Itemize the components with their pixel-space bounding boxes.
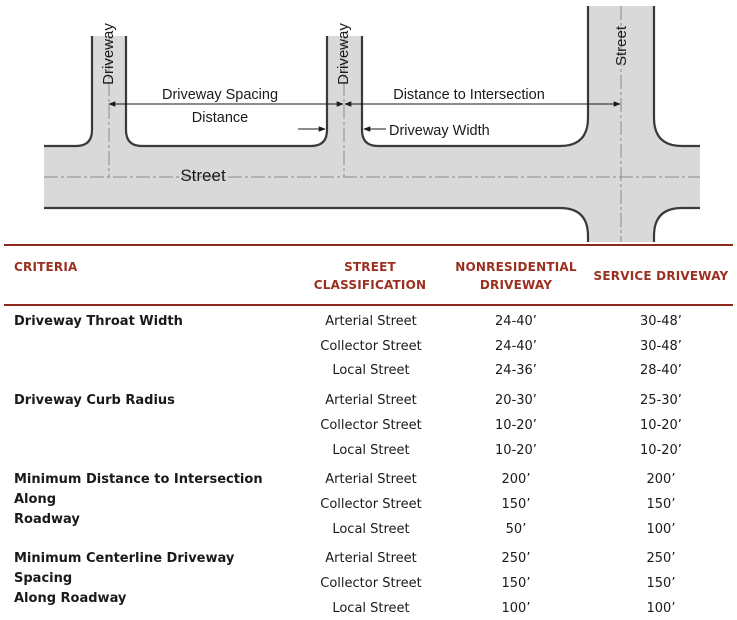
table-cell: 10-20’ [495, 418, 537, 433]
table-cell: Arterial Street [325, 314, 417, 329]
criteria-throat-width: Driveway Throat Width [14, 314, 183, 329]
criteria-line2: Along Roadway [14, 591, 127, 606]
pavement [44, 6, 700, 242]
table-cell: 10-20’ [640, 418, 682, 433]
table-cell: Collector Street [320, 418, 422, 433]
header-criteria: CRITERIA [14, 260, 78, 274]
table-cell: 50’ [505, 522, 527, 537]
table-cell: Local Street [332, 443, 410, 458]
table-cell: 24-40’ [495, 339, 537, 354]
table-cell: 24-36’ [495, 363, 537, 378]
table-cell: 150’ [501, 497, 531, 512]
table-cell: 28-40’ [640, 363, 682, 378]
driveway-criteria-table [0, 244, 737, 620]
table-cell: 250’ [646, 551, 676, 566]
header-classification-line1: STREET [344, 260, 396, 274]
table-cell: 150’ [646, 576, 676, 591]
table-cell: Arterial Street [325, 551, 417, 566]
table-cell: Local Street [332, 363, 410, 378]
table-top-rule [4, 244, 733, 246]
table-cell: 200’ [501, 472, 531, 487]
street-vertical-label: Street [612, 25, 630, 67]
table-cell: 25-30’ [640, 393, 682, 408]
table-cell: 30-48’ [640, 314, 682, 329]
distance-to-intersection-label: Distance to Intersection [393, 87, 545, 103]
header-nonres-line2: DRIVEWAY [479, 278, 553, 292]
criteria-line1: Minimum Centerline Driveway Spacing [14, 551, 235, 586]
criteria-line2: Roadway [14, 512, 80, 527]
table-cell: 10-20’ [495, 443, 537, 458]
table-cell: 20-30’ [495, 393, 537, 408]
table-cell: Arterial Street [325, 393, 417, 408]
table-cell: 150’ [501, 576, 531, 591]
criteria-centerline-spacing [14, 549, 284, 609]
header-rule [4, 304, 733, 306]
table-cell: 200’ [646, 472, 676, 487]
table-cell: 30-48’ [640, 339, 682, 354]
header-service-driveway: SERVICE DRIVEWAY [593, 269, 729, 283]
table-cell: Collector Street [320, 339, 422, 354]
table-cell: Local Street [332, 522, 410, 537]
table-cell: 100’ [501, 601, 531, 616]
table-cell: 10-20’ [640, 443, 682, 458]
spacing-label-line1: Driveway Spacing [161, 87, 279, 103]
driveway-width-label: Driveway Width [389, 123, 490, 139]
criteria-line1: Minimum Distance to Intersection Along [14, 472, 263, 507]
table-cell: 250’ [501, 551, 531, 566]
header-nonresidential-driveway [448, 258, 584, 294]
table-cell: Local Street [332, 601, 410, 616]
driveway-spacing-diagram [0, 0, 737, 245]
driveway-mid-label: Driveway [334, 23, 352, 85]
criteria-distance-to-intersection [14, 470, 284, 530]
header-street-classification [300, 258, 440, 294]
spacing-label-line2: Distance [191, 110, 249, 126]
street-horizontal-label: Street [180, 166, 226, 185]
table-cell: 150’ [646, 497, 676, 512]
dimension-lines [109, 104, 620, 129]
table-cell: 100’ [646, 522, 676, 537]
table-cell: 100’ [646, 601, 676, 616]
header-classification-line2: CLASSIFICATION [313, 278, 427, 292]
table-cell: 24-40’ [495, 314, 537, 329]
table-cell: Collector Street [320, 497, 422, 512]
table-cell: Arterial Street [325, 472, 417, 487]
header-nonres-line1: NONRESIDENTIAL [455, 260, 577, 274]
table-cell: Collector Street [320, 576, 422, 591]
criteria-curb-radius: Driveway Curb Radius [14, 393, 175, 408]
driveway-left-label: Driveway [99, 23, 117, 85]
